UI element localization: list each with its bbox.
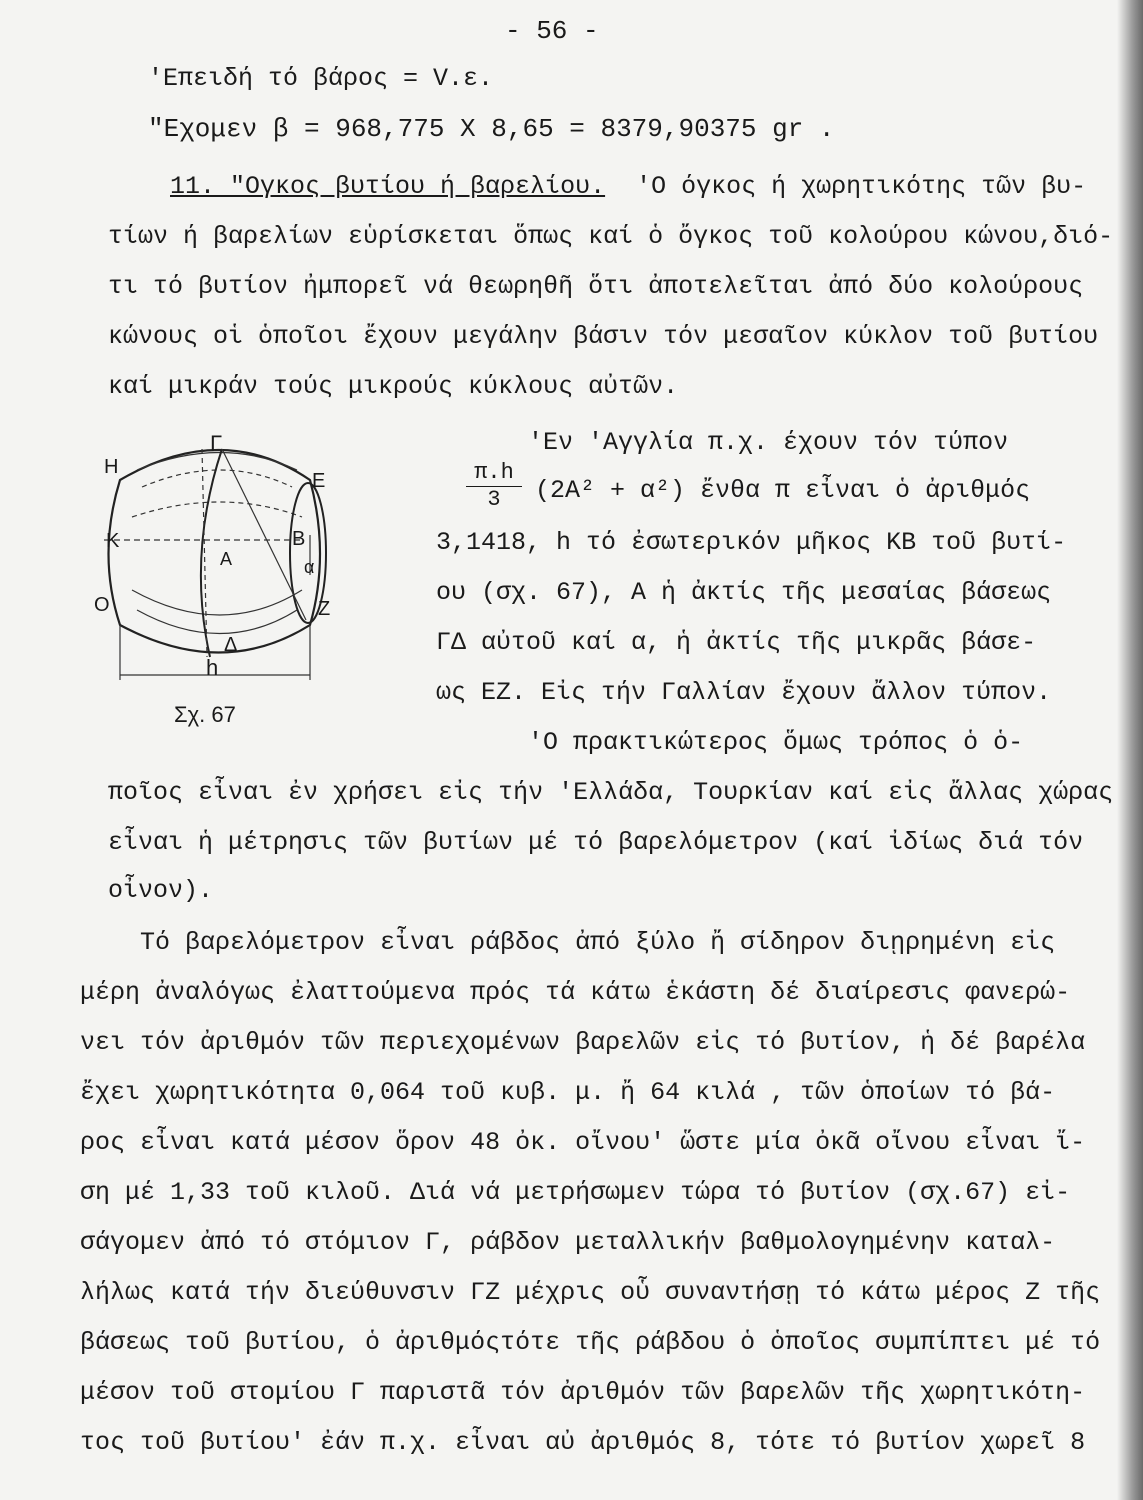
page-edge-shadow: [1117, 0, 1143, 1500]
figure-caption: Σχ. 67: [174, 702, 236, 727]
text-line: κώνους οἱ ὁποῖοι ἔχουν μεγάλην βάσιν τόν μεσαῖον κύκλον τοῦ βυτίου: [108, 322, 1099, 351]
section-first-line: 'Ο όγκος ή χωρητικότης τῶν βυ-: [636, 172, 1087, 201]
label-h: h: [206, 655, 219, 680]
text-line: ση μέ 1,33 τοῦ κιλοῦ. Διά νά μετρήσωμεν τώρα τό βυτίον (σχ.67) εἰ-: [80, 1178, 1071, 1207]
text-line: νει τόν ἀριθμόν τῶν περιεχομένων βαρελῶν εἰς τό βυτίον, ἡ δέ βαρέλα: [80, 1028, 1086, 1057]
label-delta: Δ: [224, 634, 238, 656]
page-number: - 56 -: [505, 16, 599, 46]
label-epsilon: Ε: [312, 470, 326, 492]
text-line: (2A² + α²) ἔνθα π εἶναι ὁ ἀριθμός: [535, 476, 1031, 505]
label-A: Α: [220, 549, 233, 569]
label-omicron: Ο: [94, 594, 110, 616]
label-zeta: Ζ: [318, 598, 331, 620]
text-line: τι τό βυτίον ἠμπορεῖ νά θεωρηθῆ ὅτι ἀποτελεῖται ἀπό δύο κολούρους: [108, 272, 1084, 301]
text-line: ρος εἶναι κατά μέσον ὅρον 48 ὀκ. οἴνου' ὥστε μία ὀκᾶ οἴνου εἶναι ἴ-: [80, 1128, 1086, 1157]
text-line: τίων ή βαρελίων εὑρίσκεται ὅπως καί ὁ ὄγκος τοῦ κολούρου κώνου,διό-: [108, 222, 1114, 251]
text-line: βάσεως τοῦ βυτίου, ὁ ἀριθμόςτότε τῆς ράβδου ὁ ὁποῖος συμπίπτει μέ τό: [80, 1328, 1101, 1357]
text-line: μέρη ἀναλόγως ἐλαττούμενα πρός τά κάτω ἑκάστη δέ διαίρεσις φανερώ-: [80, 978, 1071, 1007]
label-beta: Β: [292, 528, 306, 550]
label-kappa: Κ: [106, 530, 120, 552]
text-line: 3,1418, h τό ἐσωτερικόν μῆκος ΚΒ τοῦ βυτί-: [436, 528, 1067, 557]
text-line: οἶνον).: [108, 876, 214, 905]
label-alpha: α: [304, 557, 315, 577]
fraction-denominator: 3: [466, 486, 522, 513]
text-line: τος τοῦ βυτίου' ἐάν π.χ. εἶναι αὐ ἀριθμός 8, τότε τό βυτίον χωρεῖ 8: [80, 1428, 1086, 1457]
text-line: σάγομεν ἀπό τό στόμιον Γ, ράβδον μεταλλικήν βαθμολογημένην καταλ-: [80, 1228, 1056, 1257]
text-line: "Εχομεν β = 968,775 X 8,65 = 8379,90375 gr .: [148, 114, 835, 144]
text-line: 'Εν 'Αγγλία π.χ. έχουν τόν τύπον: [528, 428, 1009, 457]
text-line: ου (σχ. 67), Α ἡ ἀκτίς τῆς μεσαίας βάσεως: [436, 578, 1052, 607]
text-line: ἔχει χωρητικότητα 0,064 τοῦ κυβ. μ. ἤ 64 κιλά , τῶν ὁποίων τό βά-: [80, 1078, 1056, 1107]
text-line: ποῖος εἶναι ἐν χρήσει εἰς τήν 'Ελλάδα, Τουρκίαν καί εἰς ἄλλας χώρας: [108, 778, 1114, 807]
fraction-numerator: π.h: [474, 460, 514, 485]
text-line: καί μικράν τούς μικρούς κύκλους αὐτῶν.: [108, 372, 679, 401]
text-line: μέσον τοῦ στομίου Γ παριστᾶ τόν ἀριθμόν τῶν βαρελῶν τῆς χωρητικότη-: [80, 1378, 1086, 1407]
text-line: Τό βαρελόμετρον εἶναι ράβδος ἀπό ξύλο ἤ σίδηρον διῃρημένη εἰς: [140, 928, 1056, 957]
text-line: 'Επειδή τό βάρος = V.ε.: [148, 64, 494, 93]
label-eta: Η: [104, 456, 119, 478]
text-line: 'Ο πρακτικώτερος ὅμως τρόπος ὁ ὁ-: [528, 728, 1024, 757]
text-line: λήλως κατά τήν διεύθυνσιν ΓΖ μέχρις οὗ συναντήσῃ τό κάτω μέρος Ζ τῆς: [80, 1278, 1101, 1307]
text-line: εἶναι ἡ μέτρησις τῶν βυτίων μέ τό βαρελόμετρον (καί ἰδίως διά τόν: [108, 828, 1084, 857]
section-heading-line: [170, 172, 1086, 202]
text-line: ως ΕΖ. Εἰς τήν Γαλλίαν ἔχουν ἄλλον τύπον.: [436, 678, 1052, 707]
fraction: [466, 460, 522, 513]
section-heading: 11. "Ογκος βυτίου ή βαρελίου.: [170, 172, 606, 201]
barrel-figure: [92, 425, 352, 735]
text-line: ΓΔ αὐτοῦ καί α, ἡ ἀκτίς τῆς μικρᾶς βάσε-: [436, 628, 1037, 657]
label-gamma: Γ: [210, 431, 223, 456]
